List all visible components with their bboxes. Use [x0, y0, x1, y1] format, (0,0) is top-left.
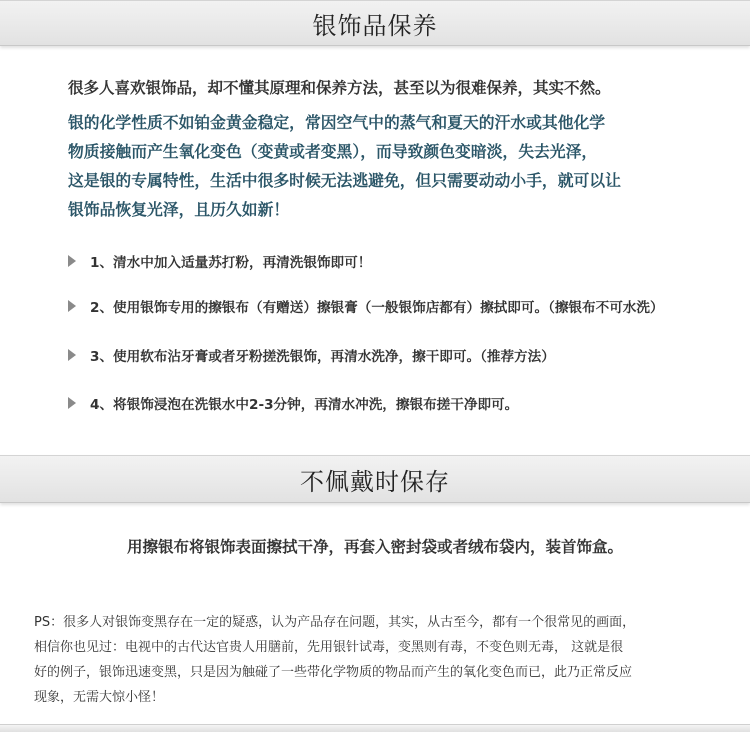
triangle-bullet-icon [68, 300, 76, 312]
triangle-bullet-icon [68, 255, 76, 267]
ps-line: PS：很多人对银饰变黑存在一定的疑惑，认为产品存在问题，其实，从古至今，都有一个很常见的画面， [34, 615, 636, 630]
care-step-text: 4、将银饰浸泡在洗银水中2-3分钟，再清水冲洗，擦银布搓干净即可。 [90, 397, 519, 413]
ps-line: 现象，无需大惊小怪！ [34, 690, 165, 705]
care-step-1 [68, 251, 371, 271]
paragraph-line: 银饰品恢复光泽，且历久如新！ [68, 200, 290, 219]
care-step-text: 3、使用软布沾牙膏或者牙粉搓洗银饰，再清水洗净，擦干即可。（推荐方法） [90, 349, 555, 365]
care-step-4 [68, 393, 518, 413]
care-step-text: 1、清水中加入适量苏打粉，再清洗银饰即可！ [90, 255, 372, 271]
section-title-storage: 不佩戴时保存 [300, 467, 450, 496]
care-step-3 [68, 345, 555, 365]
care-step-text: 2、使用银饰专用的擦银布（有赠送）擦银膏（一般银饰店都有）擦拭即可。（擦银布不可水洗） [90, 300, 664, 316]
ps-line: 好的例子，银饰迅速变黑，只是因为触碰了一些带化学物质的物品而产生的氧化变色而已，此乃正常反应 [34, 665, 633, 680]
paragraph-line: 这是银的专属特性，生活中很多时候无法逃避免，但只需要动动小手，就可以让 [68, 171, 621, 190]
storage-text: 用擦银布将银饰表面擦拭干净，再套入密封袋或者绒布袋内，装首饰盒。 [126, 538, 623, 556]
ps-line: 相信你也见过：电视中的古代达官贵人用膳前，先用银针试毒，变黑则有毒，不变色则无毒， 这就是很 [34, 640, 624, 655]
ps-note [34, 610, 724, 710]
section-banner-care [0, 0, 750, 46]
paragraph-line: 物质接触而产生氧化变色（变黄或者变黑），而导致颜色变暗淡，失去光泽， [68, 142, 598, 161]
section-title-care: 银饰品保养 [312, 11, 438, 40]
section-banner-storage [0, 455, 750, 503]
highlight-paragraph [68, 108, 708, 224]
triangle-bullet-icon [68, 349, 76, 361]
intro-text: 很多人喜欢银饰品，却不懂其原理和保养方法，甚至以为很难保养，其实不然。 [68, 79, 611, 97]
care-step-2 [68, 296, 664, 316]
triangle-bullet-icon [68, 397, 76, 409]
paragraph-line: 银的化学性质不如铂金黄金稳定，常因空气中的蒸气和夏天的汗水或其他化学 [68, 113, 606, 132]
